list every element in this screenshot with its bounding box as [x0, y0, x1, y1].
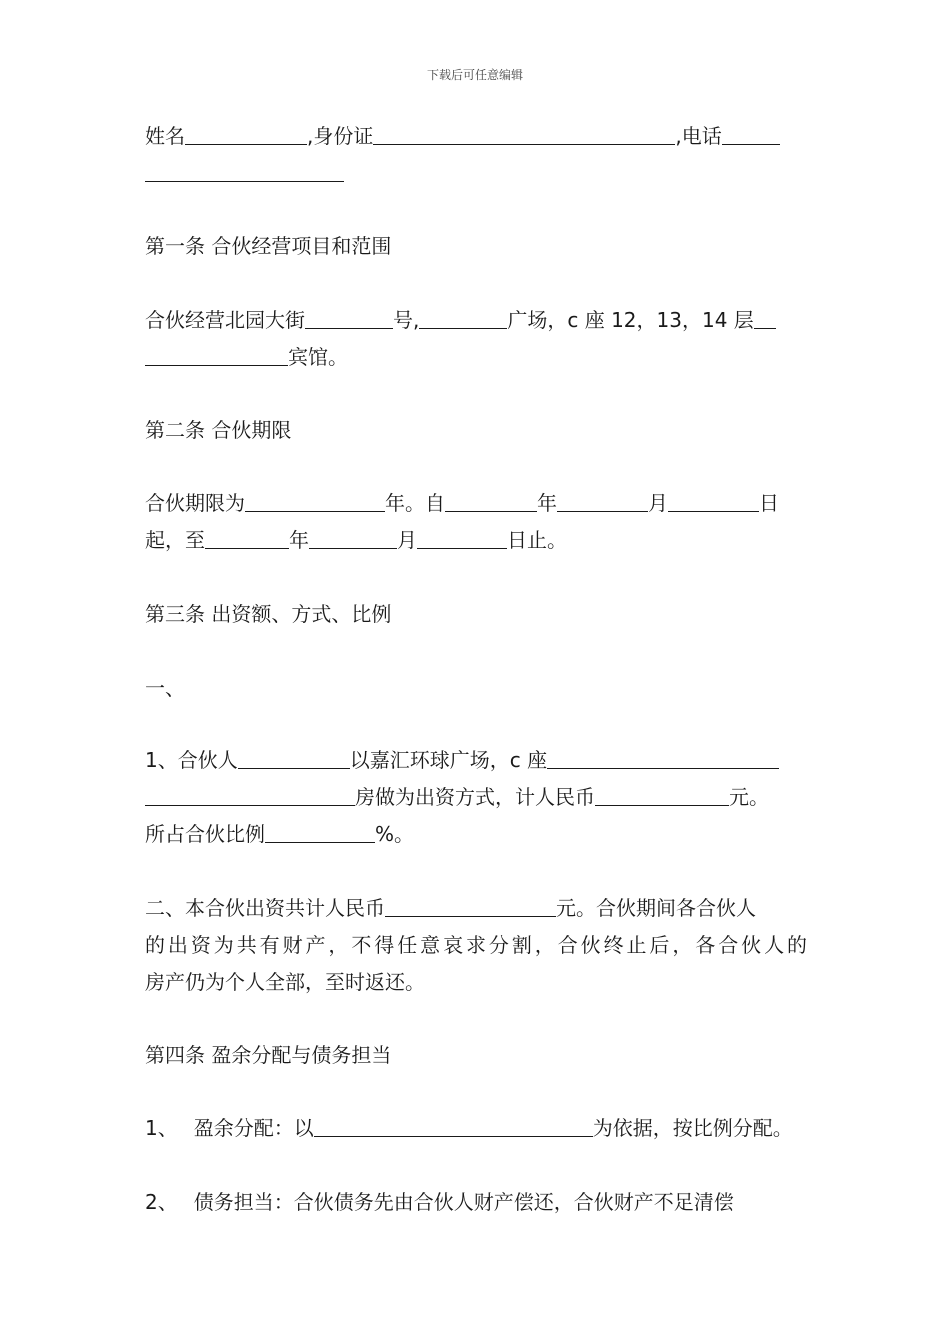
room-blank-continued[interactable]: [145, 781, 355, 806]
article1-title: 第一条 合伙经营项目和范围: [145, 234, 392, 258]
article3-item1-line-2: [145, 779, 807, 816]
hotel-blank-continued[interactable]: [145, 341, 288, 366]
article2-line-1: [145, 485, 807, 522]
article4-item1: [145, 1110, 807, 1147]
end-day-blank[interactable]: [417, 524, 507, 549]
plaza-blank[interactable]: [419, 304, 507, 329]
yuan-label: 元。: [729, 785, 769, 809]
article4-item2: [145, 1184, 807, 1221]
term-label: 合伙期限为: [145, 491, 245, 515]
article1-text-b: 号,: [393, 308, 420, 332]
ratio-label: 所占合伙比例: [145, 822, 265, 846]
article3-item1-line-1: [145, 742, 807, 779]
id-label: ,身份证: [307, 124, 374, 148]
article1-text-d: 宾馆。: [288, 345, 348, 369]
total-yuan-label: 元。合伙期间各合伙人: [556, 896, 756, 920]
partner-label: 1、合伙人: [145, 748, 238, 772]
property-label: 以嘉汇环球广场，c 座: [349, 748, 548, 772]
article2-title: 第二条 合伙期限: [145, 418, 292, 442]
article3-sub-two-line-1: [145, 890, 807, 927]
percent-label: %。: [375, 822, 415, 846]
partner-name-blank[interactable]: [238, 744, 350, 769]
until-label: 起，至: [145, 528, 205, 552]
end-month-label: 月: [397, 528, 417, 552]
start-day-blank[interactable]: [668, 487, 759, 512]
name-blank[interactable]: [185, 120, 307, 145]
contribution-label: 房做为出资方式，计人民币: [355, 785, 595, 809]
amount-blank[interactable]: [595, 781, 729, 806]
debt-text: 债务担当：合伙债务先由合伙人财产偿还，合伙财产不足清偿: [193, 1190, 734, 1214]
ratio-blank[interactable]: [265, 818, 375, 843]
street-number-blank[interactable]: [305, 304, 393, 329]
day-label: 日: [759, 491, 779, 515]
hotel-blank[interactable]: [754, 304, 776, 329]
room-blank[interactable]: [547, 744, 779, 769]
phone-label: ,电话: [675, 124, 722, 148]
article1-text-a: 合伙经营北园大街: [145, 308, 305, 332]
article1-text-c: 广场，c 座 12，13，14 层: [507, 308, 754, 332]
start-month-blank[interactable]: [557, 487, 648, 512]
party-info-line-2: [145, 155, 807, 192]
end-day-label: 日止。: [507, 528, 567, 552]
total-label: 二、本合伙出资共计人民币: [145, 896, 385, 920]
term-years-blank[interactable]: [245, 487, 385, 512]
end-year-label: 年: [289, 528, 309, 552]
article2-line-2: [145, 522, 807, 559]
total-amount-blank[interactable]: [385, 892, 556, 917]
start-year-blank[interactable]: [445, 487, 537, 512]
month-label: 月: [648, 491, 668, 515]
item2-number: 2、: [145, 1190, 178, 1214]
article4-title: 第四条 盈余分配与债务担当: [145, 1043, 392, 1067]
item1-number: 1、: [145, 1116, 178, 1140]
phone-blank-continued[interactable]: [145, 157, 344, 182]
end-month-blank[interactable]: [309, 524, 397, 549]
name-label: 姓名: [145, 124, 185, 148]
page-header: 下载后可任意编辑: [426, 68, 523, 82]
id-blank[interactable]: [373, 120, 675, 145]
article1-line-1: [145, 302, 807, 339]
profit-basis-blank[interactable]: [314, 1112, 593, 1137]
phone-blank[interactable]: [722, 120, 780, 145]
article3-title: 第三条 出资额、方式、比例: [145, 602, 392, 626]
end-year-blank[interactable]: [205, 524, 289, 549]
article3-sub-two-line-2: 的出资为共有财产，不得任意哀求分割，合伙终止后，各合伙人的: [145, 933, 807, 957]
article3-sub-two-line-3: 房产仍为个人全部，至时返还。: [145, 970, 425, 994]
article3-sub-one: 一、: [145, 676, 185, 700]
year-label: 年: [537, 491, 557, 515]
article3-item1-line-3: [145, 816, 807, 853]
party-info-line: [145, 118, 807, 155]
profit-suffix: 为依据，按比例分配。: [592, 1116, 793, 1140]
article1-line-2: [145, 339, 807, 376]
term-from-label: 年。自: [385, 491, 445, 515]
profit-label: 盈余分配：以: [193, 1116, 314, 1140]
